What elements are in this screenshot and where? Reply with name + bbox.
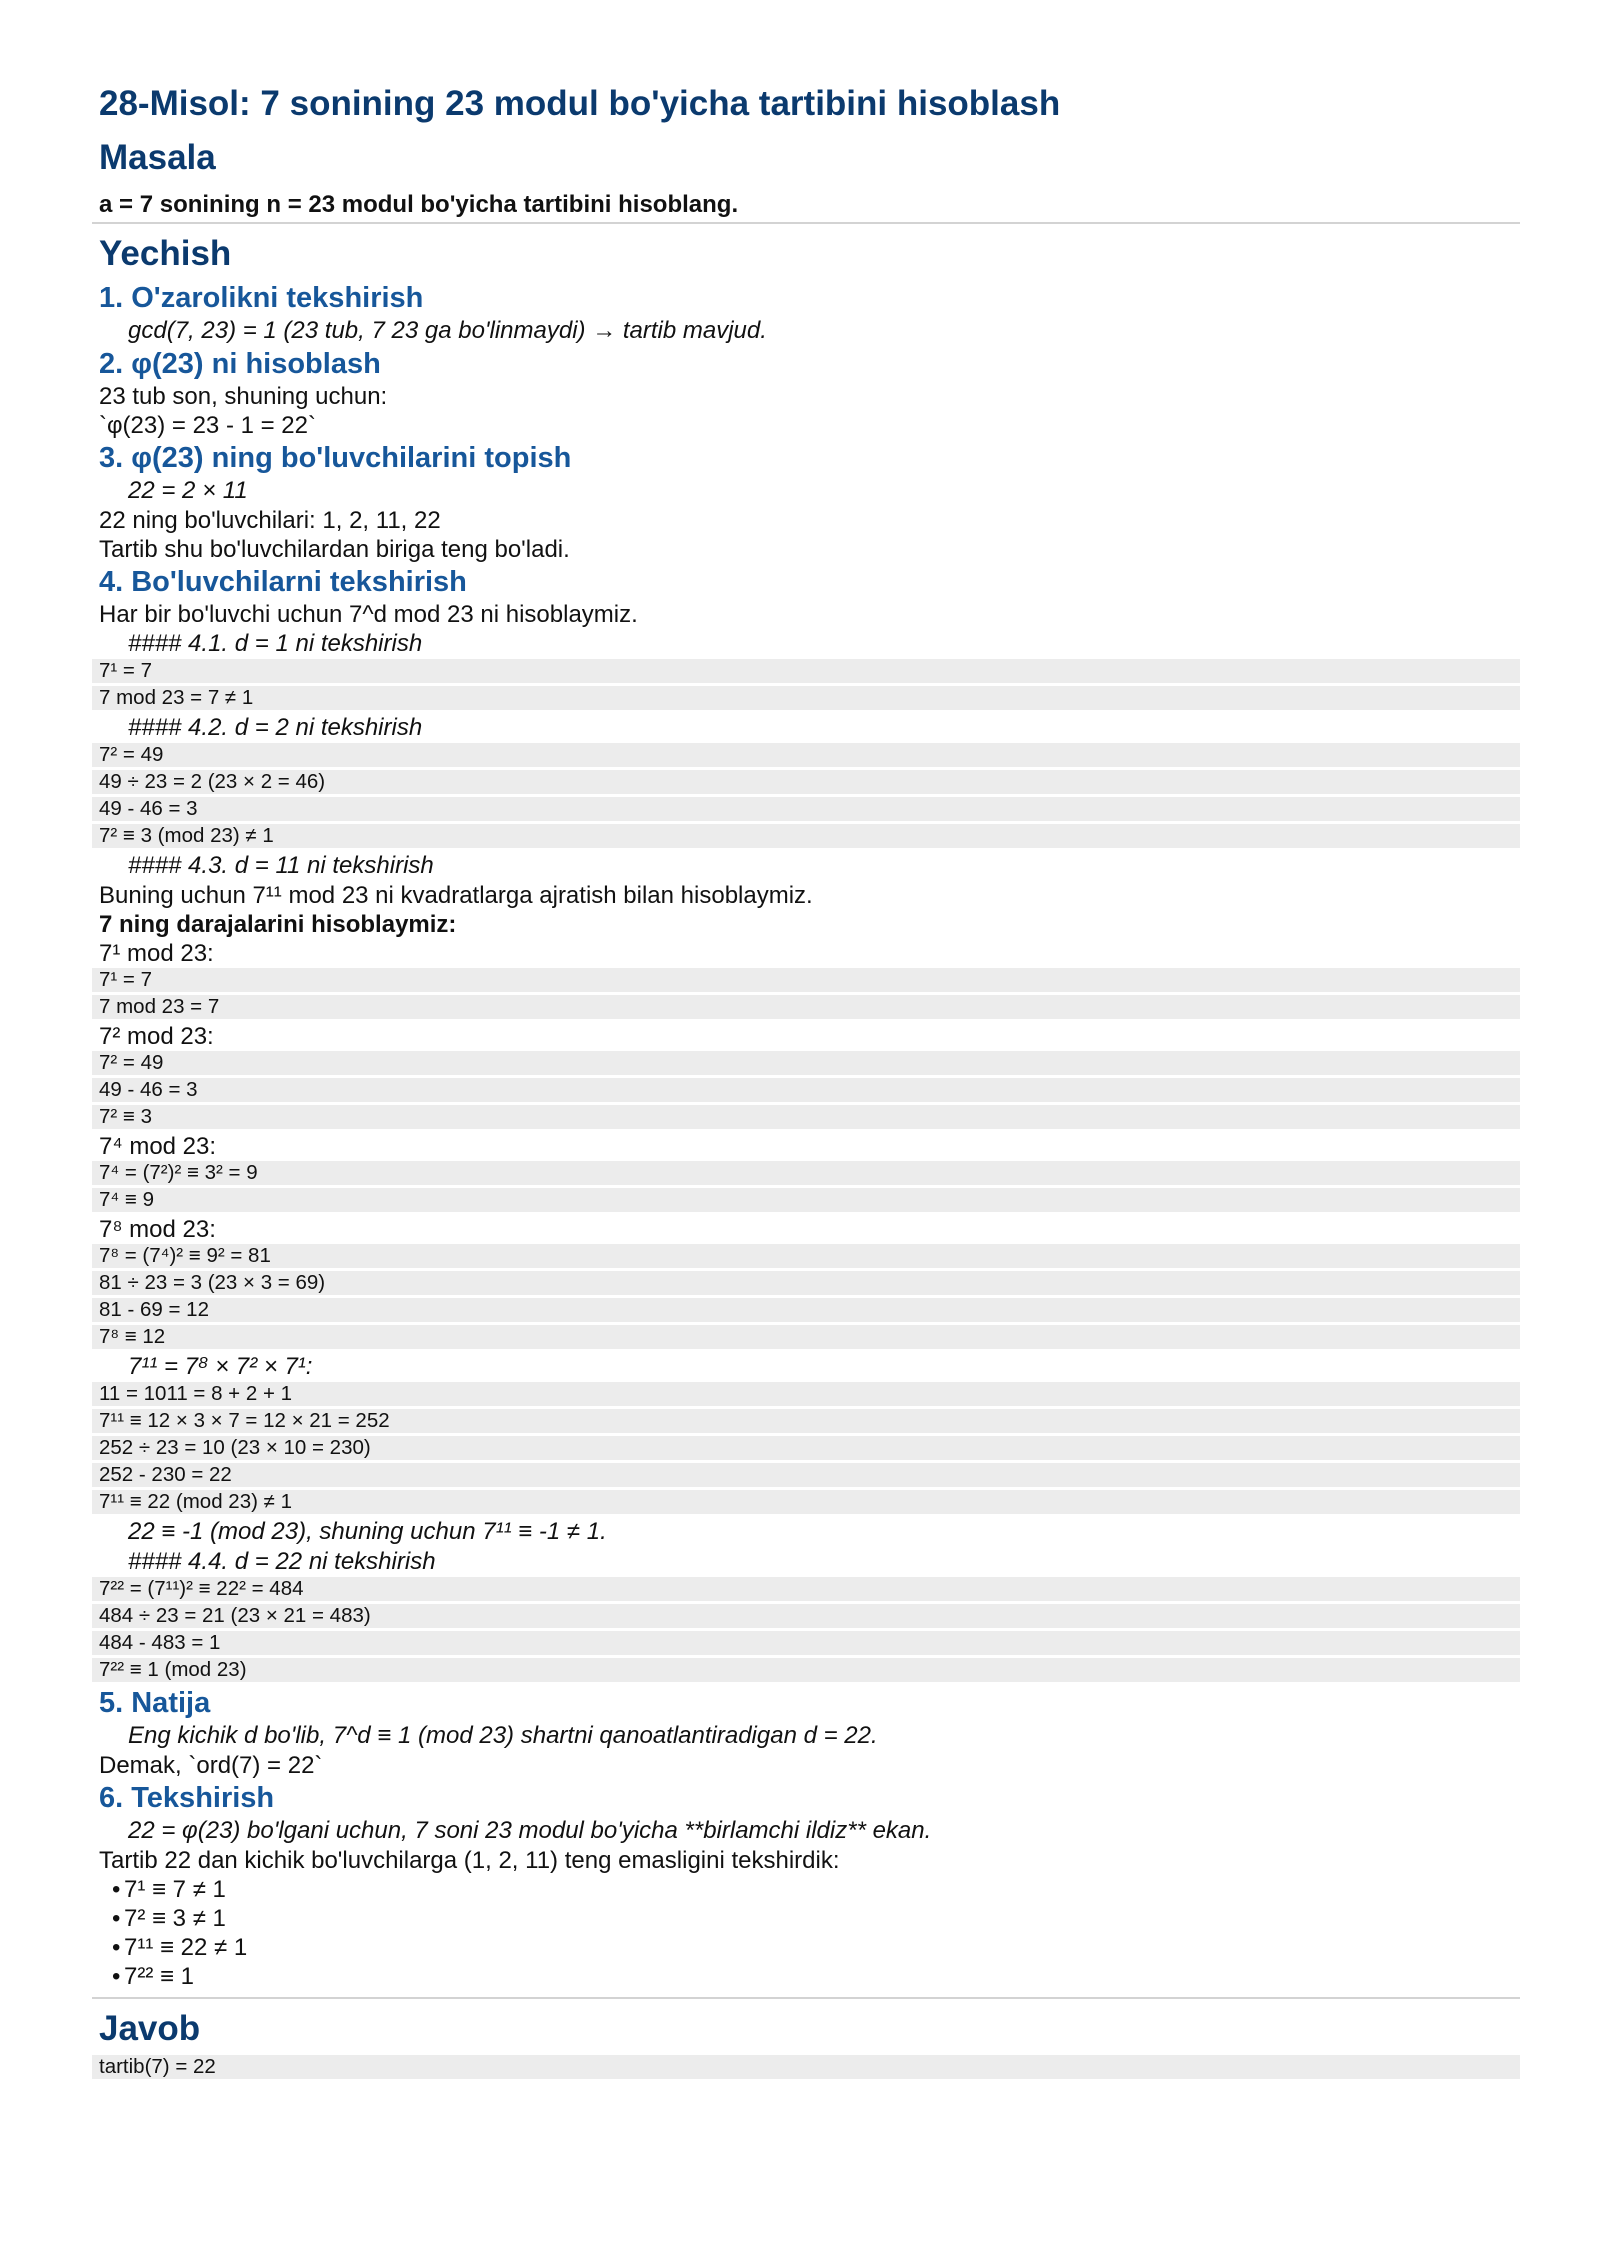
list-item <box>92 1875 1520 1904</box>
step-5-text: Demak, `ord(7) = 22` <box>99 1752 323 1779</box>
code-line: 484 ÷ 23 = 21 (23 × 21 = 483) <box>92 1604 1520 1628</box>
d1-heading: #### 4.1. d = 1 ni tekshirish <box>128 630 423 657</box>
code-line: 7⁴ = (7²)² ≡ 3² = 9 <box>92 1161 1520 1185</box>
answer-code: tartib(7) = 22 <box>92 2055 1520 2079</box>
list-item-text: 7²² ≡ 1 <box>124 1963 195 1990</box>
power-label: 7¹ mod 23: <box>99 940 214 967</box>
code-line: 49 - 46 = 3 <box>92 1078 1520 1102</box>
power-label: 7² mod 23: <box>99 1023 214 1050</box>
javob-heading: Javob <box>99 2009 201 2048</box>
code-line: 7¹¹ ≡ 12 × 3 × 7 = 12 × 21 = 252 <box>92 1409 1520 1433</box>
masala-heading: Masala <box>99 138 216 177</box>
code-line: 7²² ≡ 1 (mod 23) <box>92 1658 1520 1682</box>
list-item-text: 7² ≡ 3 ≠ 1 <box>124 1905 226 1932</box>
divider <box>92 1997 1520 1999</box>
bullet-dot: • <box>112 1876 121 1903</box>
combo-italic: 7¹¹ = 7⁸ × 7² × 7¹: <box>128 1353 313 1380</box>
list-item-text: 7¹ ≡ 7 ≠ 1 <box>124 1876 226 1903</box>
power-label: 7⁸ mod 23: <box>99 1216 216 1243</box>
bullet-dot: • <box>112 1934 121 1961</box>
step-6-heading: 6. Tekshirish <box>99 1782 275 1814</box>
code-line: 7¹¹ ≡ 22 (mod 23) ≠ 1 <box>92 1490 1520 1514</box>
divider <box>92 222 1520 224</box>
code-line: 7 mod 23 = 7 ≠ 1 <box>92 686 1520 710</box>
bullet-dot: • <box>112 1905 121 1932</box>
code-line: 7 mod 23 = 7 <box>92 995 1520 1019</box>
list-item <box>92 1962 1520 1991</box>
step-2-formula: `φ(23) = 23 - 1 = 22` <box>99 412 316 439</box>
step-4-intro: Har bir bo'luvchi uchun 7^d mod 23 ni hisoblaymiz. <box>99 601 638 628</box>
step-3-note: Tartib shu bo'luvchilardan biriga teng bo'ladi. <box>99 536 570 563</box>
code-line: 7⁸ ≡ 12 <box>92 1325 1520 1349</box>
d11-text: Buning uchun 7¹¹ mod 23 ni kvadratlarga ajratish bilan hisoblaymiz. <box>99 882 813 909</box>
d11-bold: 7 ning darajalarini hisoblaymiz: <box>99 911 457 938</box>
list-item <box>92 1933 1520 1962</box>
code-line: 7⁸ = (7⁴)² ≡ 9² = 81 <box>92 1244 1520 1268</box>
code-line: 49 ÷ 23 = 2 (23 × 2 = 46) <box>92 770 1520 794</box>
code-line: 7² ≡ 3 (mod 23) ≠ 1 <box>92 824 1520 848</box>
step-5-heading: 5. Natija <box>99 1687 211 1719</box>
step-6-text: Tartib 22 dan kichik bo'luvchilarga (1, 2, 11) teng emasligini tekshirdik: <box>99 1847 840 1874</box>
step-3-heading: 3. φ(23) ning bo'luvchilarini topish <box>99 442 572 474</box>
page-title: 28-Misol: 7 sonining 23 modul bo'yicha tartibini hisoblash <box>99 84 1061 123</box>
step-4-heading: 4. Bo'luvchilarni tekshirish <box>99 566 467 598</box>
code-line: 7¹ = 7 <box>92 968 1520 992</box>
list-item-text: 7¹¹ ≡ 22 ≠ 1 <box>124 1934 248 1961</box>
power-label: 7⁴ mod 23: <box>99 1133 217 1160</box>
step-3-italic: 22 = 2 × 11 <box>128 477 248 504</box>
bullet-dot: • <box>112 1963 121 1990</box>
list-item <box>92 1904 1520 1933</box>
step-1-text: gcd(7, 23) = 1 (23 tub, 7 23 ga bo'linmaydi) → tartib mavjud. <box>128 317 767 344</box>
code-line: 49 - 46 = 3 <box>92 797 1520 821</box>
step-5-italic: Eng kichik d bo'lib, 7^d ≡ 1 (mod 23) shartni qanoatlantiradigan d = 22. <box>128 1722 878 1749</box>
step-2-heading: 2. φ(23) ni hisoblash <box>99 348 381 380</box>
code-line: 7² = 49 <box>92 743 1520 767</box>
step-1-heading: 1. O'zarolikni tekshirish <box>99 282 424 314</box>
d11-heading: #### 4.3. d = 11 ni tekshirish <box>128 852 434 879</box>
code-line: 484 - 483 = 1 <box>92 1631 1520 1655</box>
code-line: 252 - 230 = 22 <box>92 1463 1520 1487</box>
code-line: 252 ÷ 23 = 10 (23 × 10 = 230) <box>92 1436 1520 1460</box>
step-6-italic: 22 = φ(23) bo'lgani uchun, 7 soni 23 modul bo'yicha **birlamchi ildiz** ekan. <box>128 1817 932 1844</box>
code-line: 7² ≡ 3 <box>92 1105 1520 1129</box>
masala-text: a = 7 sonining n = 23 modul bo'yicha tartibini hisoblang. <box>99 191 739 218</box>
code-line: 11 = 1011 = 8 + 2 + 1 <box>92 1382 1520 1406</box>
step-2-text: 23 tub son, shuning uchun: <box>99 383 388 410</box>
d22-heading: #### 4.4. d = 22 ni tekshirish <box>128 1548 436 1575</box>
d11-conclusion: 22 ≡ -1 (mod 23), shuning uchun 7¹¹ ≡ -1 ≠ 1. <box>128 1518 607 1545</box>
step-3-divisors: 22 ning bo'luvchilari: 1, 2, 11, 22 <box>99 507 441 534</box>
code-line: 81 ÷ 23 = 3 (23 × 3 = 69) <box>92 1271 1520 1295</box>
code-line: 7²² = (7¹¹)² ≡ 22² = 484 <box>92 1577 1520 1601</box>
yechish-heading: Yechish <box>99 234 232 273</box>
code-line: 81 - 69 = 12 <box>92 1298 1520 1322</box>
document <box>92 78 1520 2082</box>
d2-heading: #### 4.2. d = 2 ni tekshirish <box>128 714 423 741</box>
code-line: 7⁴ ≡ 9 <box>92 1188 1520 1212</box>
code-line: 7¹ = 7 <box>92 659 1520 683</box>
code-line: 7² = 49 <box>92 1051 1520 1075</box>
